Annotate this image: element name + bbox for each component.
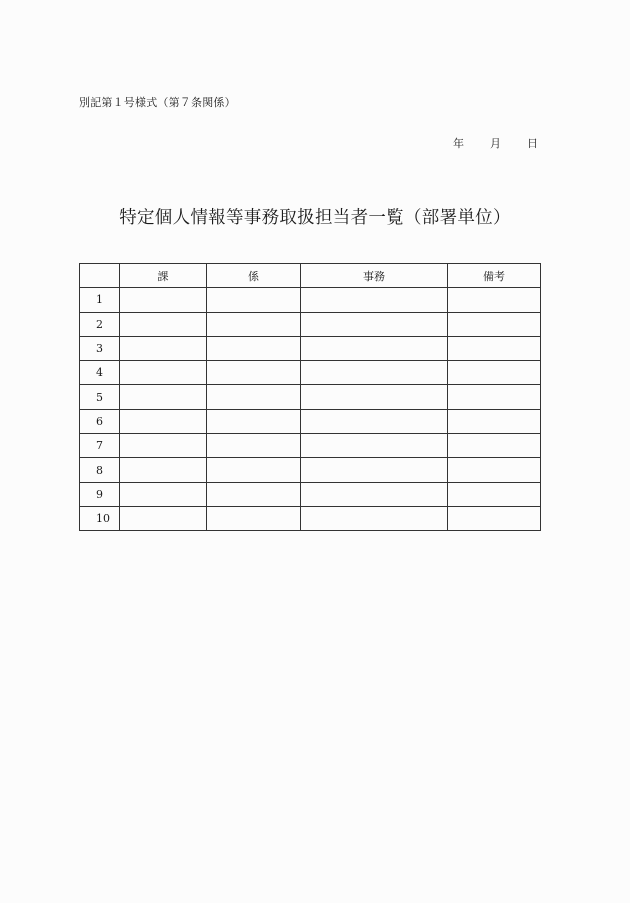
task-cell[interactable] [301,312,448,336]
remarks-cell[interactable] [448,506,541,530]
date-line [453,135,538,151]
row-number-cell: 8 [80,458,120,482]
table-row [80,409,541,433]
table-row [80,434,541,458]
subsection-cell[interactable] [207,385,301,409]
remarks-cell[interactable] [448,336,541,360]
subsection-cell[interactable] [207,434,301,458]
table-row [80,336,541,360]
task-cell[interactable] [301,458,448,482]
task-cell[interactable] [301,385,448,409]
subsection-cell[interactable] [207,312,301,336]
month-label: 月 [490,137,501,150]
row-number-cell: 10 [80,506,120,530]
remarks-cell[interactable] [448,288,541,312]
section-cell[interactable] [120,434,207,458]
section-cell[interactable] [120,385,207,409]
task-cell[interactable] [301,336,448,360]
section-cell[interactable] [120,361,207,385]
header-task: 事務 [301,264,448,288]
row-number-cell: 4 [80,361,120,385]
year-label: 年 [453,137,464,150]
row-number-cell: 9 [80,482,120,506]
task-cell[interactable] [301,409,448,433]
row-number-cell: 1 [80,288,120,312]
form-number-label: 別記第１号様式（第７条関係） [79,96,236,109]
section-cell[interactable] [120,506,207,530]
remarks-cell[interactable] [448,434,541,458]
remarks-cell[interactable] [448,385,541,409]
section-cell[interactable] [120,312,207,336]
task-cell[interactable] [301,288,448,312]
remarks-cell[interactable] [448,458,541,482]
remarks-cell[interactable] [448,361,541,385]
row-number-cell: 3 [80,336,120,360]
subsection-cell[interactable] [207,506,301,530]
subsection-cell[interactable] [207,336,301,360]
subsection-cell[interactable] [207,409,301,433]
task-cell[interactable] [301,482,448,506]
subsection-cell[interactable] [207,482,301,506]
document-title: 特定個人情報等事務取扱担当者一覧（部署単位） [119,208,511,228]
section-cell[interactable] [120,458,207,482]
table-row [80,385,541,409]
subsection-cell[interactable] [207,458,301,482]
table-row [80,458,541,482]
row-number-cell: 6 [80,409,120,433]
subsection-cell[interactable] [207,288,301,312]
task-cell[interactable] [301,361,448,385]
section-cell[interactable] [120,288,207,312]
table-header-row [80,264,541,288]
row-number-cell: 7 [80,434,120,458]
remarks-cell[interactable] [448,312,541,336]
section-cell[interactable] [120,336,207,360]
table-row [80,506,541,530]
table-row [80,312,541,336]
table-row [80,361,541,385]
task-cell[interactable] [301,434,448,458]
day-label: 日 [527,137,538,150]
header-remarks: 備考 [448,264,541,288]
subsection-cell[interactable] [207,361,301,385]
task-cell[interactable] [301,506,448,530]
section-cell[interactable] [120,409,207,433]
remarks-cell[interactable] [448,409,541,433]
row-number-cell: 5 [80,385,120,409]
table-body [80,288,541,531]
header-subsection: 係 [207,264,301,288]
header-number [80,264,120,288]
table-row [80,288,541,312]
table-row [80,482,541,506]
section-cell[interactable] [120,482,207,506]
remarks-cell[interactable] [448,482,541,506]
header-section: 課 [120,264,207,288]
staff-roster-table [79,263,541,531]
row-number-cell: 2 [80,312,120,336]
